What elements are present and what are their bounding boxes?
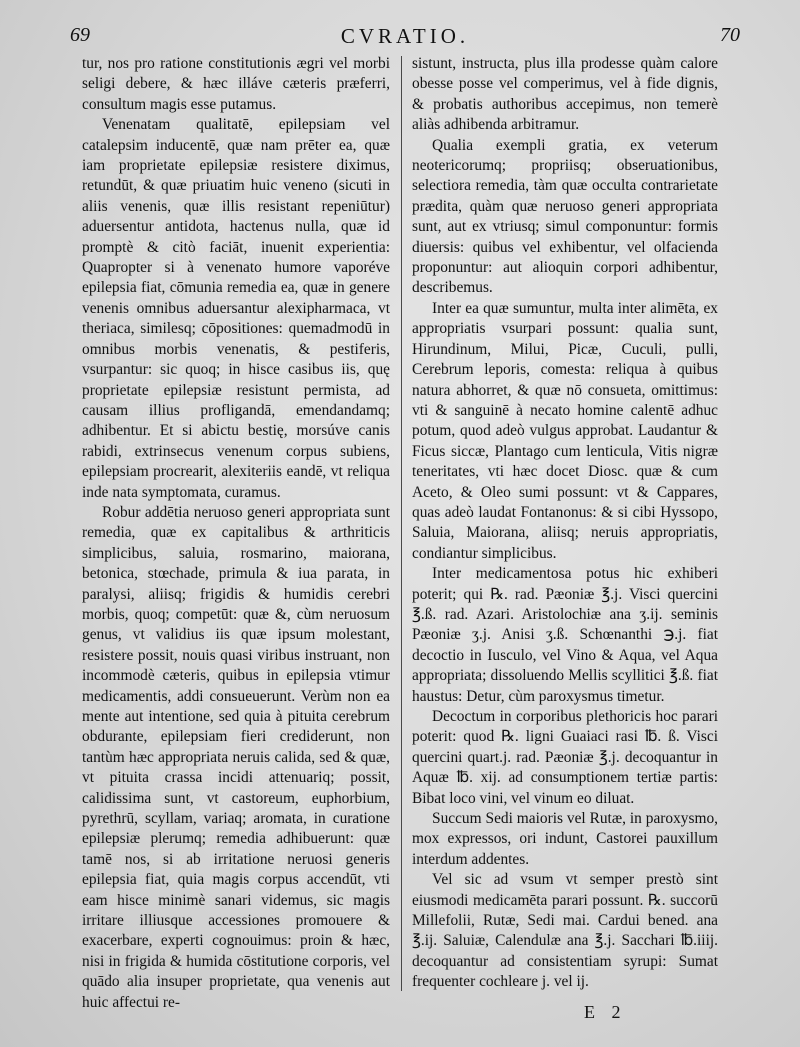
page-number-right: 70 <box>720 24 740 46</box>
right-paragraph-1: sistunt, instructa, plus illa prodesse quàm calore obesse posse vel comperimus, vel à fide dignis, & probatis authoribus accepimus, non temerè aliàs adhibenda arbitramur. <box>412 55 718 134</box>
left-paragraph-1: tur, nos pro ratione constitutionis ægri vel morbi seligi debere, & hæc illáve cæteris præferri, consultum magis esse putamus. <box>82 55 390 113</box>
signature-mark: E 2 <box>584 1002 627 1022</box>
right-paragraph-4: Inter medicamentosa potus hic exhiberi poterit; qui ℞. rad. Pæoniæ ℥.j. Visci quercini ℥.ß. rad. Azari. Aristolochiæ ana ʒ.ij. seminis Pæoniæ ʒ.j. Anisi ʒ.ß. Schœnanthi ℈.j. fiat decoctio in Iusculo, vel Vino & Aqua, vel Aqua appropriata; dissoluendo Mellis scyllitici ℥.ß. fiat haustus: Detur, cùm paroxysmus timetur. <box>412 565 718 705</box>
right-paragraph-5: Decoctum in corporibus plethoricis hoc parari poterit: quod ℞. ligni Guaiaci rasi ℔. ß. Visci quercini quart.j. rad. Pæoniæ ℥.j. decoquantur in Aquæ ℔. xij. ad consumptionem tertiæ partis: Bibat loco vini, vel vinum eo diluat. <box>412 708 718 807</box>
page-header <box>70 18 740 46</box>
running-title: CVRATIO. <box>340 24 470 48</box>
right-paragraph-2: Qualia exempli gratia, ex veterum neotericorumq; propriisq; obseruationibus, selectiora remedia, tàm quæ occulta contrarietate prædita, quàm quæ neruoso generi appropriata sunt, aut ex vtriusq; simul componuntur: formis diuersis: quibus vel exhibentur, vel olfacienda proponuntur: aut alioquin corpori adhibentur, describemus. <box>412 136 718 297</box>
left-paragraph-2: Venenatam qualitatē, epilepsiam vel catalepsim inducentē, quæ nam prēter ea, quæ iam proprietate epilepsiæ resistere diximus, retundūt, & quæ priuatim huic veneno (sicuti in aliis venenis, quæ illis resistant repeniūtur) aduersentur antidota, hactenus nulla, quæ id promptè & citò faciāt, inuenit experientia: Quapropter si à venenato humore vaporéve epilepsia fiat, cōmunia remedia ea, quæ in genere venenis omnibus aduersantur alexipharmaca, vt theriaca, similesq; cōpositiones: quemadmodū in omnibus morbis venenatis, & pestiferis, vsurpantur: sic quoq; in hisce casibus iis, quę proprietate epilepsiæ resistunt permista, ad causam illius profligandā, emendandamq; adhibentur. Et si abictu bestię, morsúve canis rabidi, extrinsecus venenum corpus subiens, epilepsiam procrearit, alexiteriis eandē, vt reliqua inde nata symptomata, curamus. <box>82 116 390 501</box>
right-paragraph-6: Succum Sedi maioris vel Rutæ, in paroxysmo, mox expressos, ori indunt, Castorei pauxillum interdum addentes. <box>412 810 718 868</box>
left-column <box>82 54 390 1013</box>
right-paragraph-3: Inter ea quæ sumuntur, multa inter alimēta, ex appropriatis vsurpari possunt: qualia sunt, Hirundinum, Milui, Picæ, Cuculi, pulli, Cerebrum leporis, comesta: reliqua à quibus natura abhorret, & quæ nō consueta, omittimus: vti & sanguinē à necato homine calentē adhuc potum, quod adeò vulgus approbat. Laudantur & Ficus siccæ, Plantago cum lenticula, Vitis nigræ teneritates, vti hæc docet Diosc. quæ & cum Aceto, & Oleo sumi possunt: vt & Cappares, quas adeò laudat Fontanonus: & si cibi Hyssopo, Saluia, Maiorana, aliisq; neruis appropriatis, condiantur simplicibus. <box>412 299 718 562</box>
column-divider <box>401 56 402 991</box>
page-number-left: 69 <box>70 24 90 46</box>
right-column <box>412 54 718 993</box>
right-paragraph-7: Vel sic ad vsum vt semper prestò sint eiusmodi medicamēta parari possunt. ℞. succorū Millefolii, Rutæ, Sedi mai. Cardui bened. ana ℥.ij. Saluiæ, Calendulæ ana ℥.j. Sacchari ℔.iiij. decoquantur ad consistentiam syrupi: Sumat frequenter cochleare j. vel ij. <box>412 871 718 991</box>
left-paragraph-3: Robur addētia neruoso generi appropriata sunt remedia, quæ ex capitalibus & arthriticis simplicibus, saluia, rosmarino, maiorana, betonica, stœchade, primula & iua parata, in paralysi, aliisq; frigidis & humidis cerebri morbis, quoq; competūt: quæ &, cùm neruosum genus, vt validius iis quæ ipsum molestant, resistere possit, nouis quasi viribus instruant, non incommodè cæteris, quibus in epilepsia vtimur medicamentis, addi consueuerunt. Verùm non ea mente aut intentione, sed quia à pituita cerebrum obdurante, epilepsiam fieri crediderunt, non tantùm hæc appropriata neruis calida, sed & quæ, vt pituita crassa incidi attenuariq; possit, calidissima sunt, vt castoreum, euphorbium, pyrethrū, scyllam, variaq; aromata, in curatione epilepsiæ plerumq; remedia adhibuerunt: quæ tamē nos, si ab irritatione neruosi generis epilepsia fiat, quia magis corpus accendūt, vti eam hisce minimè sanari videmus, sic magis irritare illiusque accessiones promouere & exacerbare, experti cognouimus: proin & hæc, nisi in frigida & humida cōstitutione corporis, vel quādo alia insuper proprietate, qua venenis aut huic affectui re- <box>82 503 390 1011</box>
